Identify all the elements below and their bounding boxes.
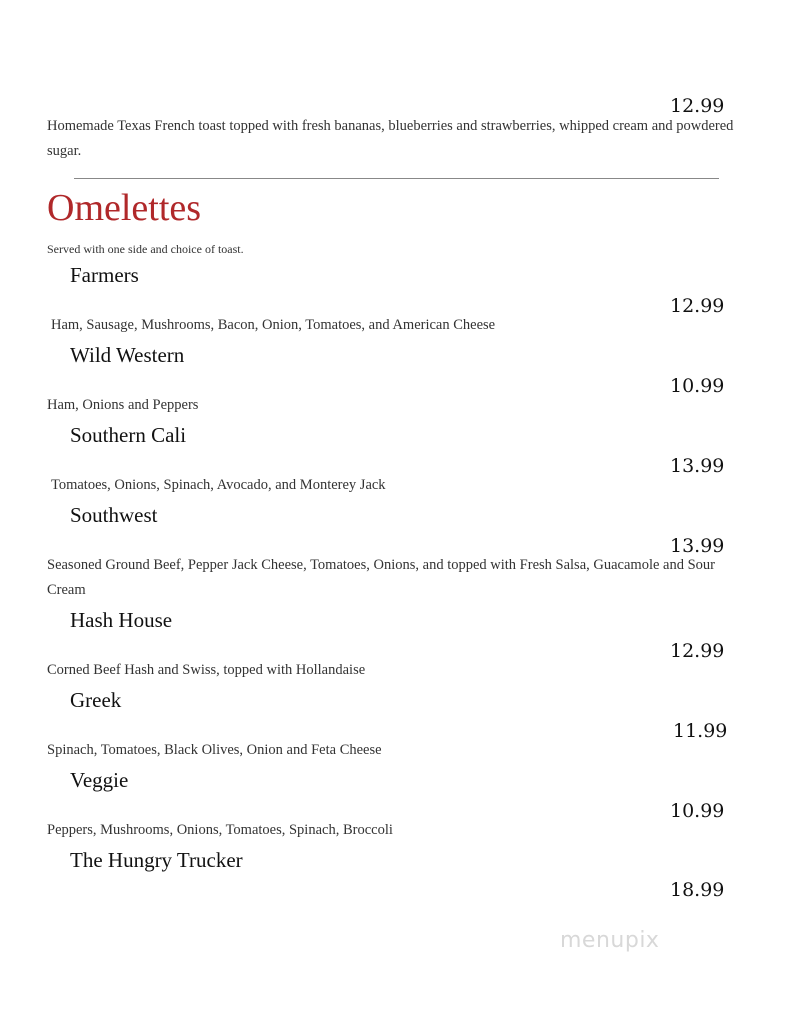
menu-item-price: 18.99 — [670, 879, 725, 901]
prev-item-price: 12.99 — [670, 95, 725, 117]
menu-item-description: Corned Beef Hash and Swiss, topped with Hollandaise — [47, 662, 366, 678]
menu-item-name: Greek — [70, 688, 122, 712]
menu-item-description: Tomatoes, Onions, Spinach, Avocado, and Monterey Jack — [51, 477, 386, 493]
menu-item-name: Wild Western — [70, 343, 185, 367]
menu-item-price: 13.99 — [670, 455, 725, 477]
menu-item-description: Ham, Onions and Peppers — [47, 397, 199, 413]
menu-item-description: Seasoned Ground Beef, Pepper Jack Cheese, Tomatoes, Onions, and topped with Fresh Salsa, Guacamole and Sour Cream — [47, 557, 715, 598]
section-divider — [74, 178, 719, 179]
menu-item-price: 13.99 — [670, 535, 725, 557]
menu-item-name: The Hungry Trucker — [70, 848, 243, 872]
prev-item-description: Homemade Texas French toast topped with fresh bananas, blueberries and strawberries, whipped cream and powdered sugar. — [47, 118, 734, 159]
menu-item-name: Veggie — [70, 768, 129, 792]
watermark-logo: menupix — [560, 928, 660, 953]
menu-item-name: Southern Cali — [70, 423, 187, 447]
menu-item-name: Southwest — [70, 503, 158, 527]
menu-item-description: Peppers, Mushrooms, Onions, Tomatoes, Spinach, Broccoli — [47, 822, 393, 838]
menu-item-price: 12.99 — [670, 640, 725, 662]
menu-item-description: Spinach, Tomatoes, Black Olives, Onion and Feta Cheese — [47, 742, 382, 758]
section-note: Served with one side and choice of toast. — [47, 242, 244, 256]
menu-item-name: Hash House — [70, 608, 173, 632]
menu-item-price: 11.99 — [673, 720, 728, 742]
menu-item-price: 10.99 — [670, 375, 725, 397]
section-title: Omelettes — [47, 187, 202, 229]
menu-item-price: 12.99 — [670, 295, 725, 317]
menu-item-description: Ham, Sausage, Mushrooms, Bacon, Onion, Tomatoes, and American Cheese — [51, 317, 496, 333]
menu-item-price: 10.99 — [670, 800, 725, 822]
menu-item-name: Farmers — [70, 263, 139, 287]
